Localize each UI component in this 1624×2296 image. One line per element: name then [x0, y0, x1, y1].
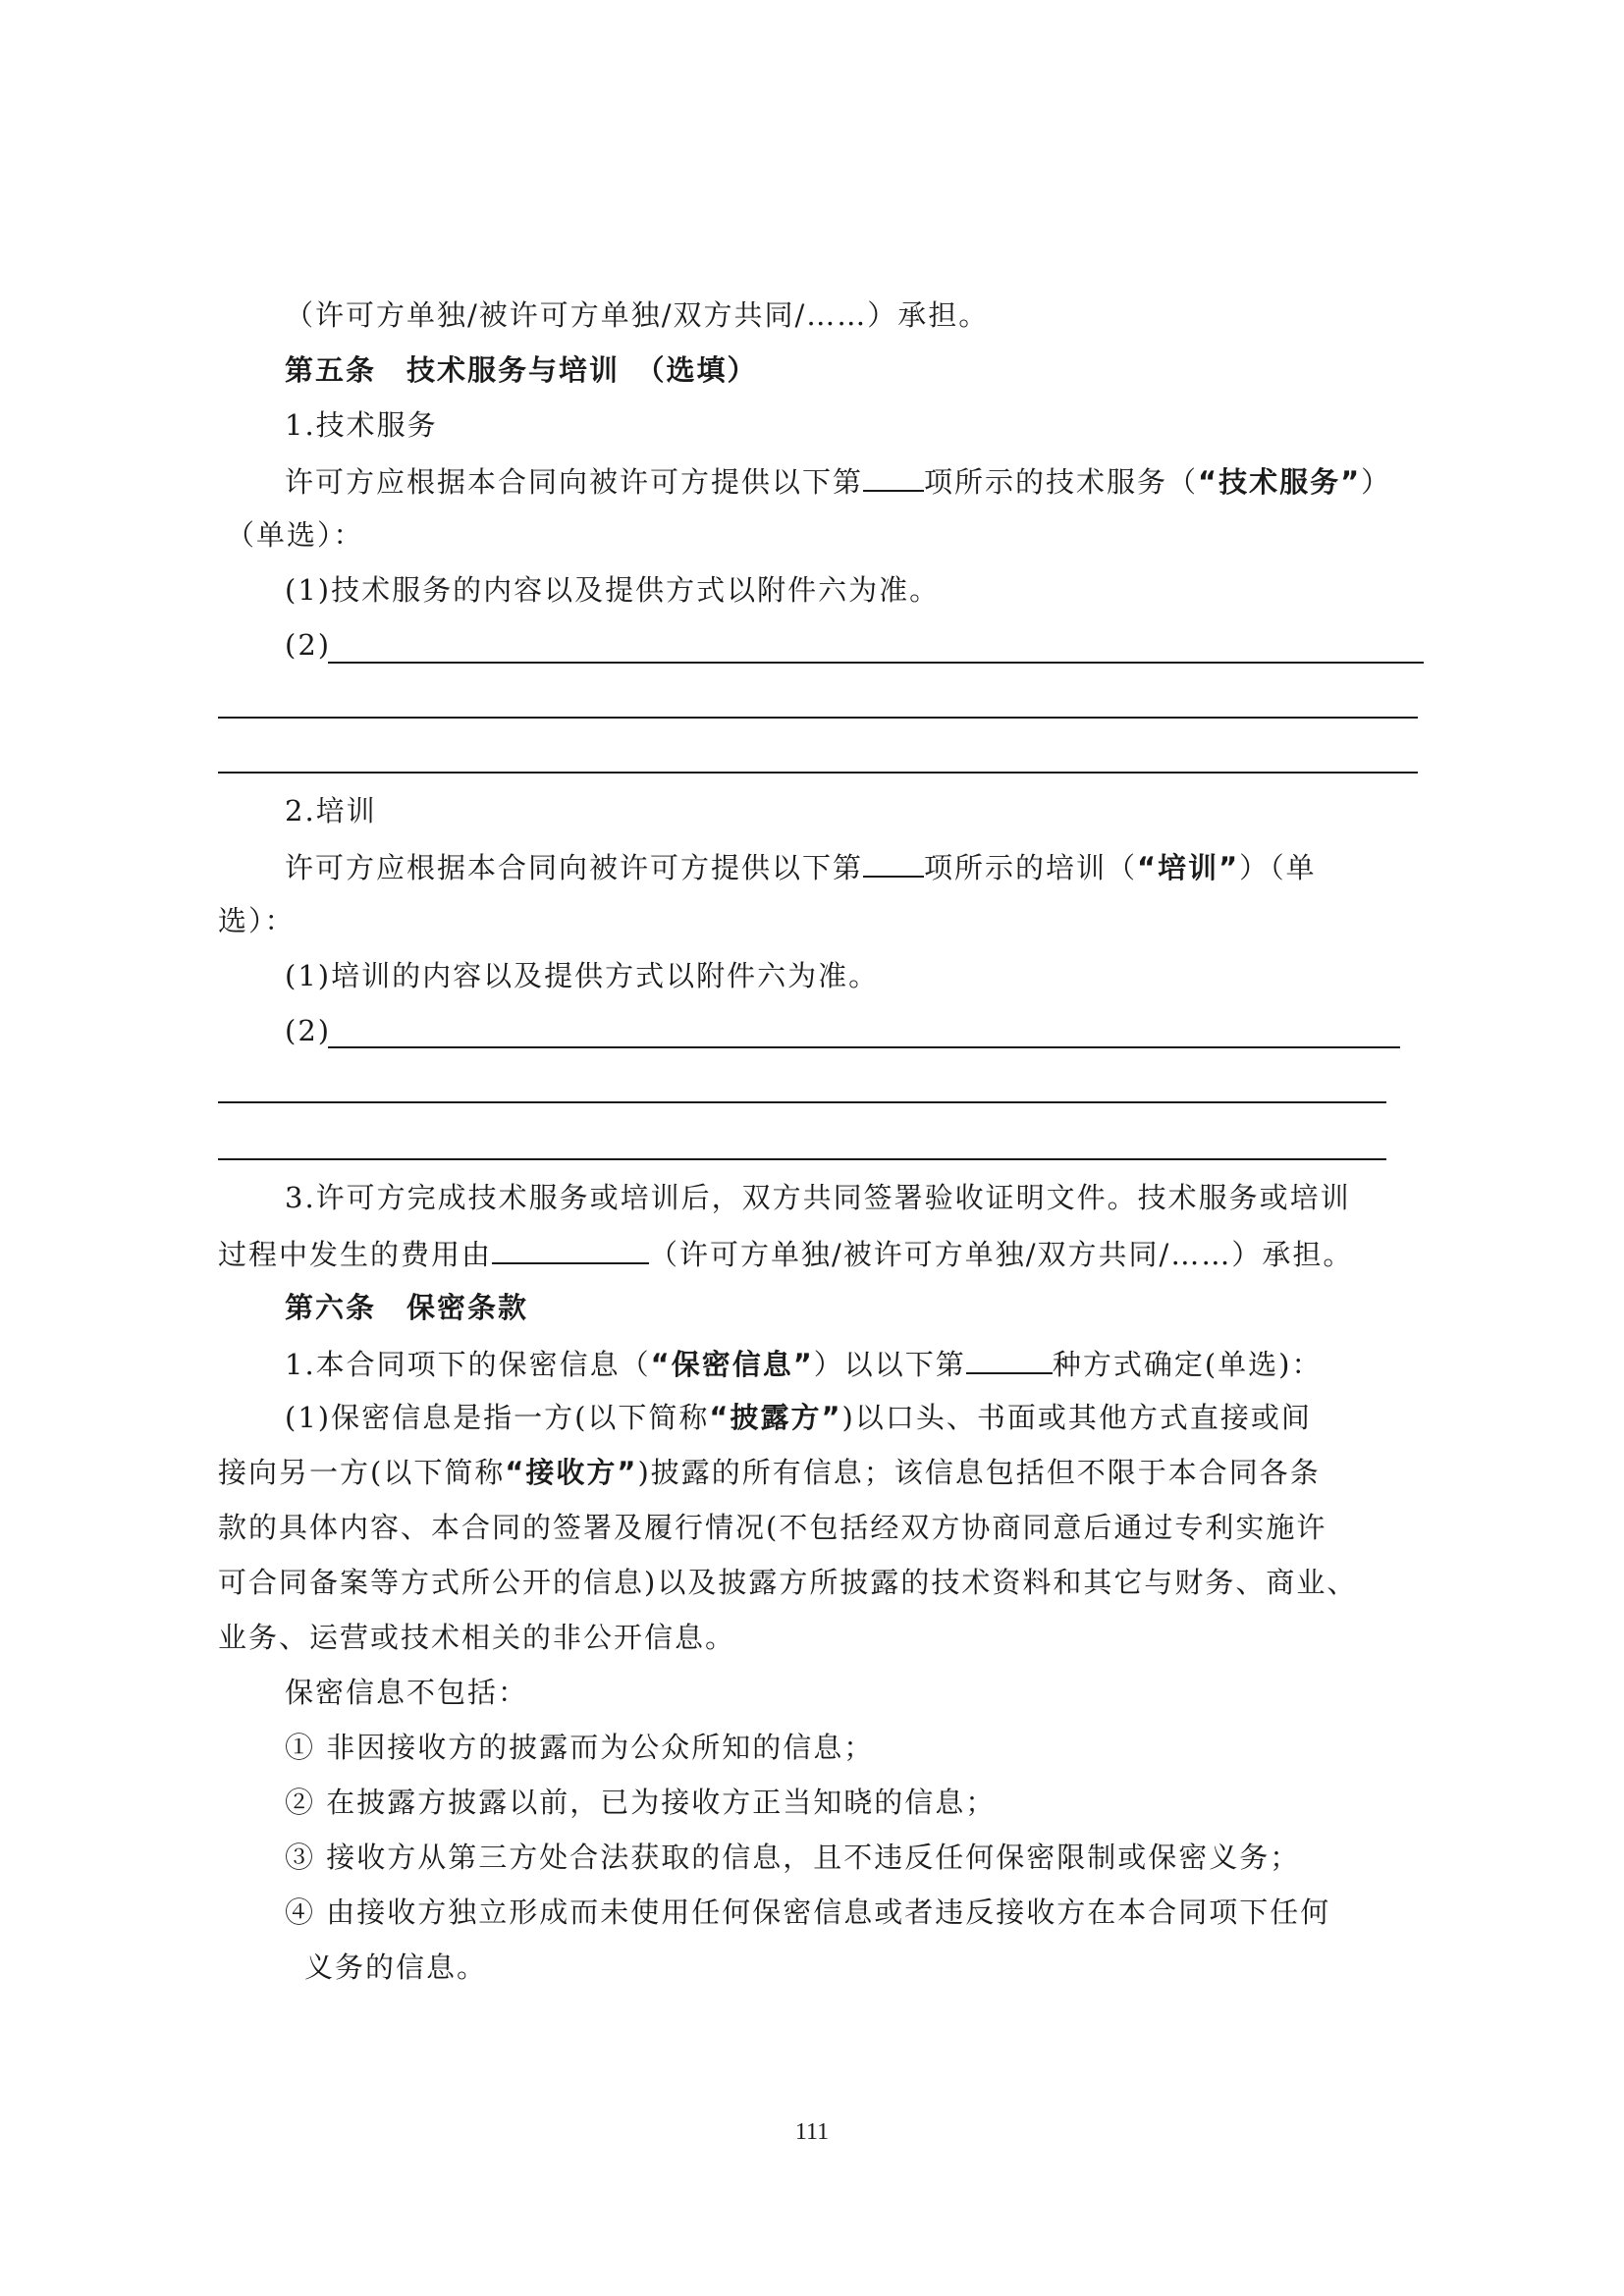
- acceptance-line-2: [218, 1233, 1353, 1274]
- tech-service-intro-cont: （单选）：: [226, 518, 364, 552]
- text-segment: ）: [1361, 465, 1392, 499]
- text-segment: 许可方应根据本合同向被许可方提供以下第: [285, 465, 864, 499]
- fill-blank[interactable]: [966, 1343, 1053, 1374]
- tech-service-option-1: (1)技术服务的内容以及提供方式以附件六为准。: [285, 573, 941, 607]
- text-segment: )披露的所有信息；该信息包括但不限于本合同各条: [637, 1456, 1321, 1489]
- fill-blank[interactable]: [492, 1233, 649, 1264]
- training-intro: [285, 846, 1317, 887]
- exclusion-item-1: ① 非因接收方的披露而为公众所知的信息；: [285, 1731, 875, 1764]
- defined-term: “披露方”: [709, 1401, 842, 1434]
- fill-line[interactable]: [218, 772, 1418, 774]
- exclusion-item-4-cont: 义务的信息。: [304, 1950, 488, 1984]
- text-segment: (1)保密信息是指一方(以下简称: [285, 1401, 710, 1434]
- confidential-def-line-5: 业务、运营或技术相关的非公开信息。: [218, 1621, 736, 1654]
- confidential-method-line: [285, 1343, 1322, 1384]
- text-segment: 项所示的技术服务（: [924, 465, 1199, 499]
- text-segment: )以口头、书面或其他方式直接或间: [841, 1401, 1312, 1434]
- fill-line[interactable]: [328, 662, 1424, 664]
- exclusions-title: 保密信息不包括：: [285, 1676, 529, 1709]
- defined-term: “培训”: [1137, 851, 1240, 884]
- fill-line[interactable]: [218, 1101, 1386, 1103]
- confidential-def-line-2: [218, 1453, 1321, 1492]
- training-intro-cont: 选）：: [218, 904, 296, 937]
- acceptance-line-1: 3.许可方完成技术服务或培训后，双方共同签署验收证明文件。技术服务或培训: [285, 1181, 1351, 1214]
- training-option-1: (1)培训的内容以及提供方式以附件六为准。: [285, 959, 880, 992]
- fill-blank[interactable]: [863, 846, 924, 878]
- text-segment: 许可方应根据本合同向被许可方提供以下第: [285, 851, 864, 884]
- training-title: 2.培训: [285, 794, 377, 828]
- text-segment: （许可方单独/被许可方单独/双方共同/……）承担。: [649, 1238, 1354, 1271]
- tech-service-title: 1.技术服务: [285, 408, 438, 442]
- carryover-line: （许可方单独/被许可方单独/双方共同/……）承担。: [285, 298, 990, 332]
- article-6-heading: 第六条 保密条款: [285, 1291, 529, 1324]
- text-segment: ）（单: [1239, 851, 1317, 884]
- defined-term: “保密信息”: [650, 1348, 814, 1381]
- confidential-def-line-3: 款的具体内容、本合同的签署及履行情况(不包括经双方协商同意后通过专利实施许: [218, 1511, 1327, 1544]
- text-segment: 1.本合同项下的保密信息（: [285, 1348, 651, 1381]
- exclusion-item-2: ② 在披露方披露以前，已为接收方正当知晓的信息；: [285, 1786, 997, 1819]
- text-segment: 种方式确定(单选)：: [1052, 1348, 1323, 1381]
- confidential-def-line-1: [285, 1398, 1312, 1437]
- page-number: 111: [794, 2119, 830, 2145]
- article-5-heading: 第五条 技术服务与培训 （选填）: [285, 353, 758, 387]
- defined-term: “技术服务”: [1198, 465, 1362, 499]
- fill-line[interactable]: [218, 1158, 1386, 1160]
- confidential-def-line-4: 可合同备案等方式所公开的信息)以及披露方所披露的技术资料和其它与财务、商业、: [218, 1566, 1358, 1599]
- defined-term: “接收方”: [505, 1456, 638, 1489]
- fill-line[interactable]: [218, 717, 1418, 719]
- tech-service-intro: [285, 460, 1391, 502]
- tech-service-option-2-label: (2): [285, 628, 332, 662]
- text-segment: 过程中发生的费用由: [218, 1238, 493, 1271]
- fill-line[interactable]: [328, 1046, 1400, 1048]
- exclusion-item-4: ④ 由接收方独立形成而未使用任何保密信息或者违反接收方在本合同项下任何: [285, 1896, 1331, 1929]
- text-segment: 项所示的培训（: [924, 851, 1138, 884]
- exclusion-item-3: ③ 接收方从第三方处合法获取的信息，且不违反任何保密限制或保密义务；: [285, 1841, 1301, 1874]
- fill-blank[interactable]: [863, 460, 924, 492]
- training-option-2-label: (2): [285, 1014, 332, 1047]
- text-segment: 接向另一方(以下简称: [218, 1456, 506, 1489]
- text-segment: ）以以下第: [813, 1348, 966, 1381]
